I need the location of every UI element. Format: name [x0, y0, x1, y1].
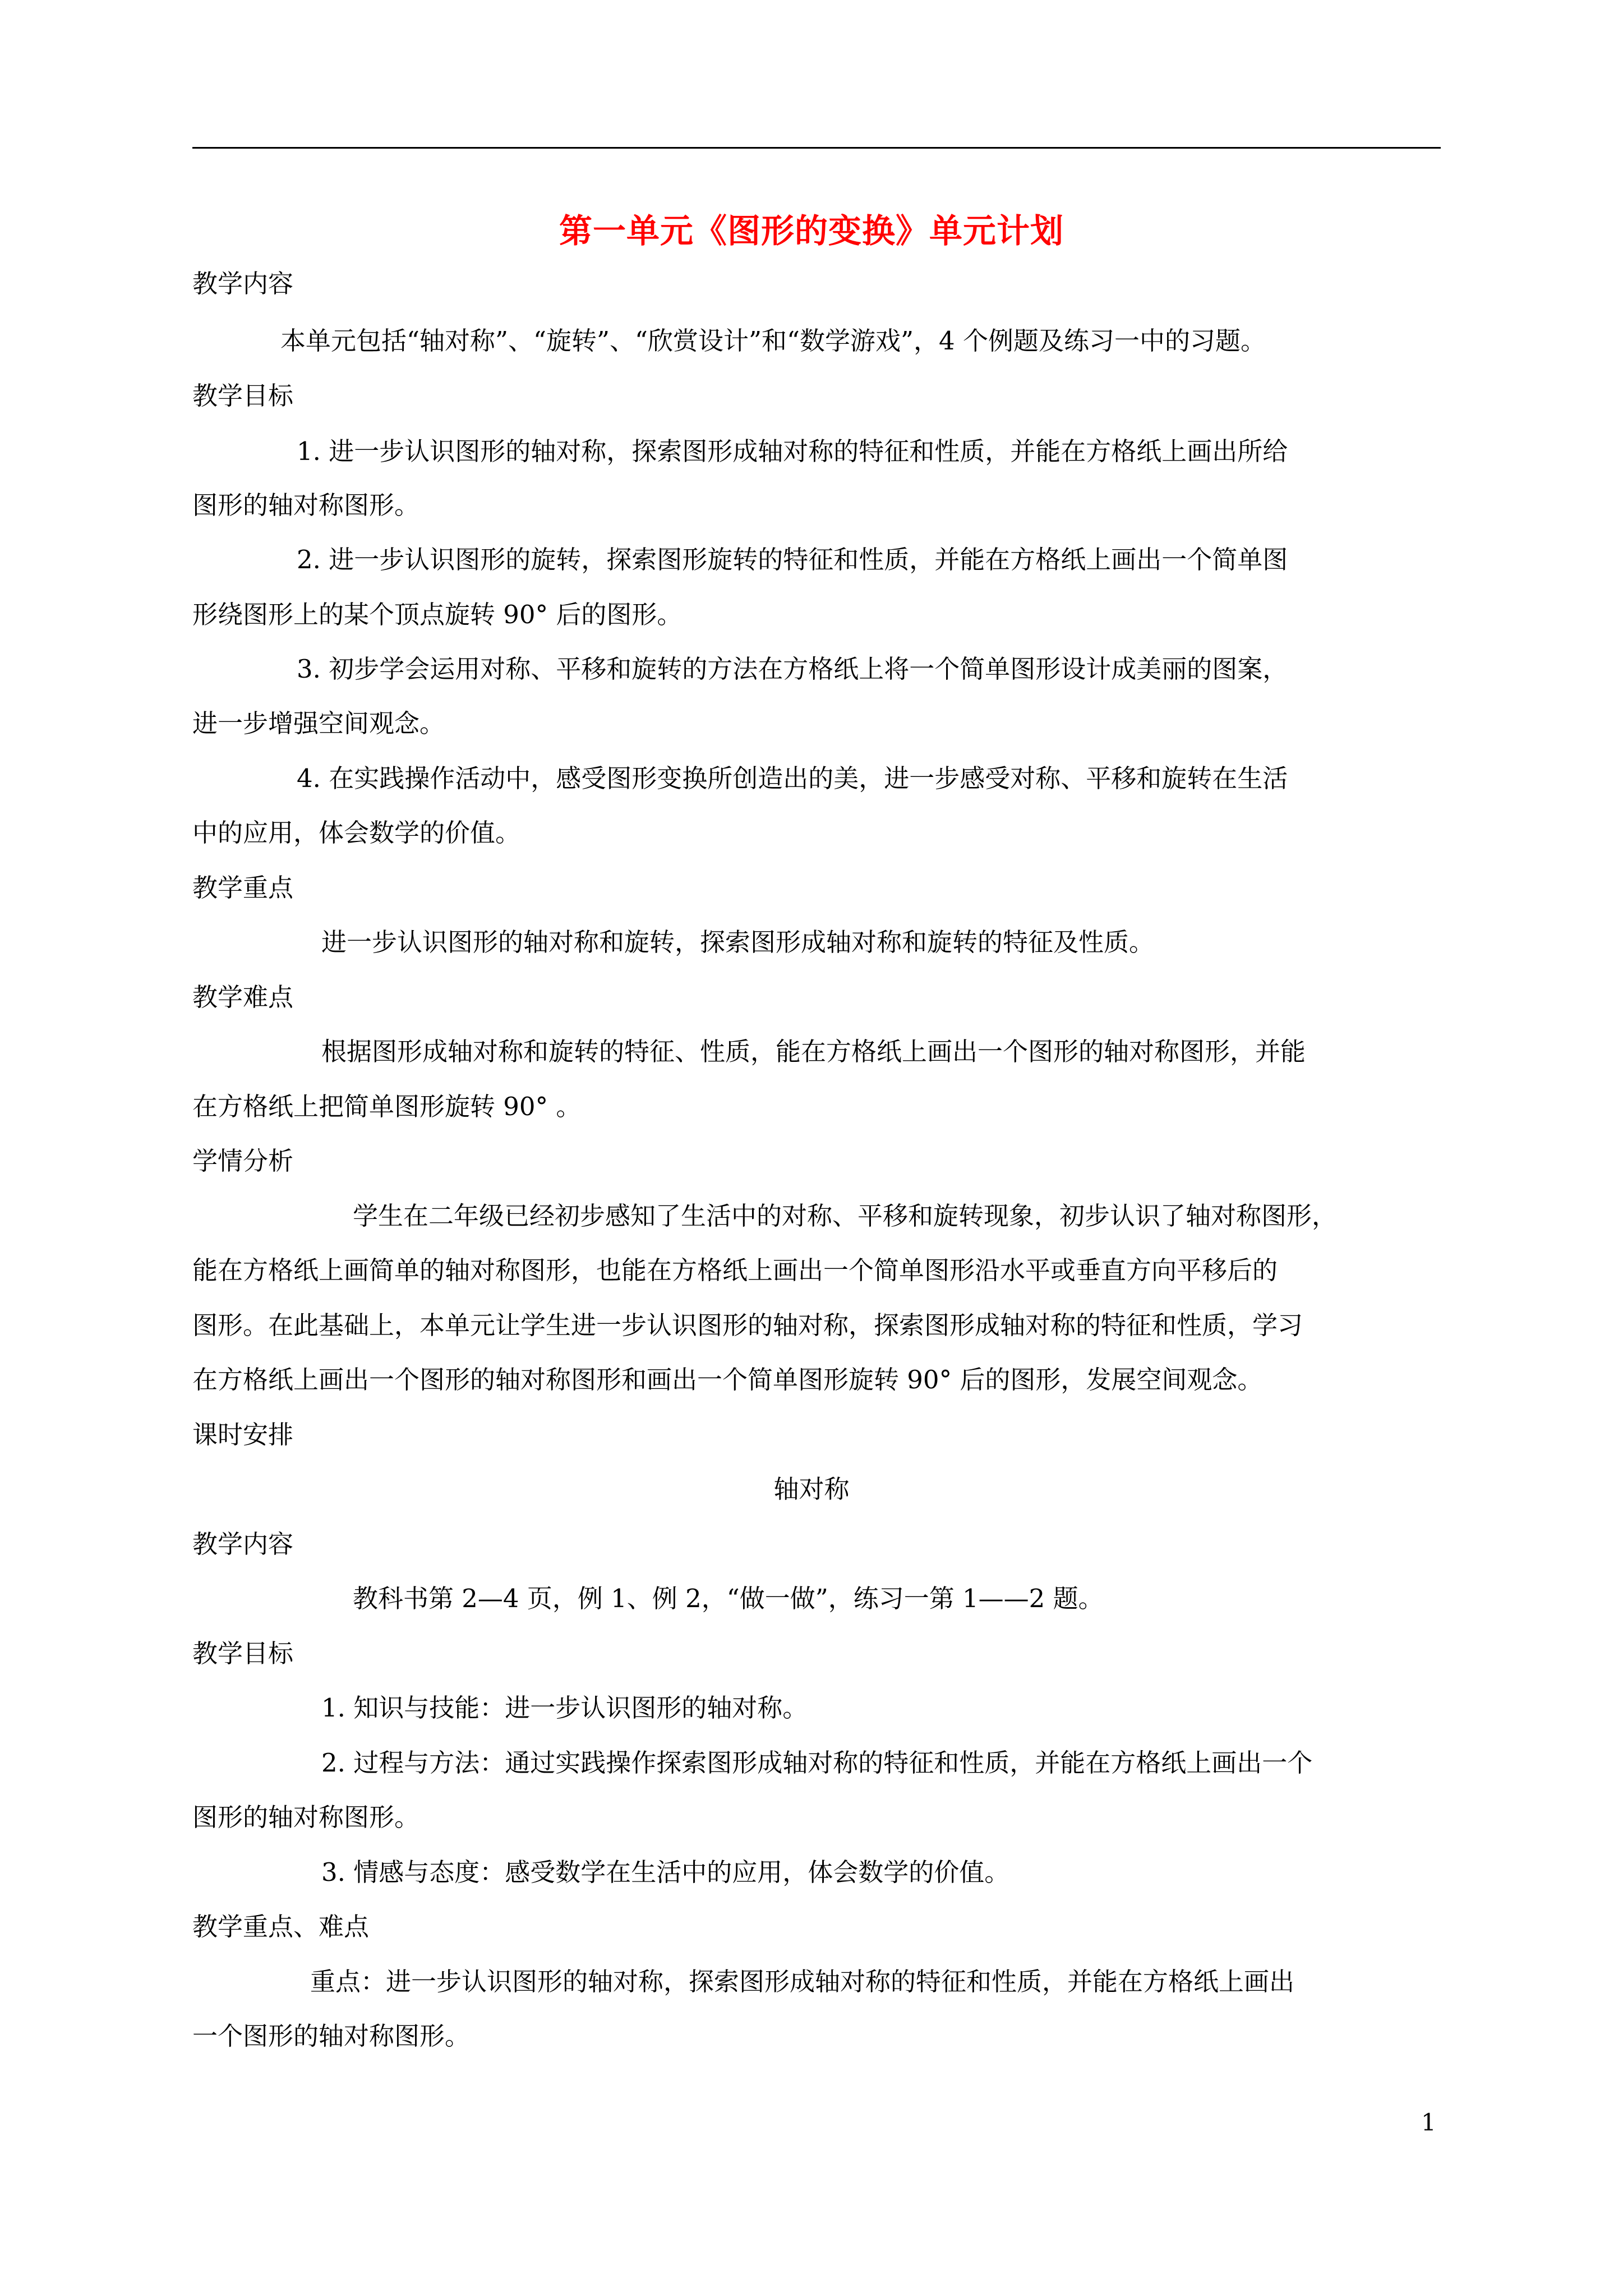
text-line: 教科书第 2—4 页，例 1、例 2，“做一做”，练习一第 1——2 题。: [353, 1584, 1104, 1613]
text-line: 能在方格纸上画简单的轴对称图形，也能在方格纸上画出一个简单图形沿水平或垂直方向平移后的: [192, 1255, 1278, 1285]
text-line: 图形。在此基础上，本单元让学生进一步认识图形的轴对称，探索图形成轴对称的特征和性质，学习: [192, 1310, 1303, 1340]
text-line: 教学难点: [192, 982, 294, 1012]
text-line: 轴对称: [773, 1474, 850, 1504]
text-line: 教学内容: [192, 1529, 294, 1559]
text-line: 图形的轴对称图形。: [192, 490, 420, 520]
text-line: 根据图形成轴对称和旋转的特征、性质，能在方格纸上画出一个图形的轴对称图形，并能: [321, 1037, 1306, 1066]
text-line: 3. 情感与态度：感受数学在生活中的应用，体会数学的价值。: [321, 1857, 1010, 1887]
text-line: 教学内容: [192, 269, 294, 298]
text-line: 在方格纸上画出一个图形的轴对称图形和画出一个简单图形旋转 90° 后的图形，发展空间观念。: [192, 1365, 1263, 1395]
text-line: 图形的轴对称图形。: [192, 1802, 420, 1832]
text-line: 1. 进一步认识图形的轴对称，探索图形成轴对称的特征和性质，并能在方格纸上画出所给: [297, 436, 1288, 466]
text-line: 进一步增强空间观念。: [192, 708, 445, 738]
text-line: 1. 知识与技能：进一步认识图形的轴对称。: [321, 1693, 808, 1723]
text-line: 3. 初步学会运用对称、平移和旋转的方法在方格纸上将一个简单图形设计成美丽的图案，: [297, 654, 1288, 684]
document-title: 第一单元《图形的变换》单元计划: [559, 211, 1064, 250]
text-line: 2. 进一步认识图形的旋转，探索图形旋转的特征和性质，并能在方格纸上画出一个简单图: [297, 545, 1288, 574]
text-line: 形绕图形上的某个顶点旋转 90° 后的图形。: [192, 600, 683, 629]
text-line: 重点：进一步认识图形的轴对称，探索图形成轴对称的特征和性质，并能在方格纸上画出: [310, 1967, 1295, 1996]
header-rule: [192, 147, 1441, 149]
text-line: 本单元包括“轴对称”、“旋转”、“欣赏设计”和“数学游戏”，4 个例题及练习一中的习题。: [280, 326, 1266, 356]
text-line: 教学重点: [192, 873, 294, 903]
text-line: 学生在二年级已经初步感知了生活中的对称、平移和旋转现象，初步认识了轴对称图形，: [353, 1201, 1338, 1231]
text-line: 2. 过程与方法：通过实践操作探索图形成轴对称的特征和性质，并能在方格纸上画出一个: [321, 1748, 1313, 1778]
text-line: 教学目标: [192, 1639, 294, 1668]
text-line: 教学重点、难点: [192, 1912, 370, 1941]
text-line: 教学目标: [192, 381, 294, 411]
text-line: 中的应用，体会数学的价值。: [192, 818, 521, 848]
text-line: 一个图形的轴对称图形。: [192, 2021, 471, 2051]
page-number: 1: [1421, 2109, 1436, 2136]
text-line: 在方格纸上把简单图形旋转 90° 。: [192, 1092, 582, 1121]
text-line: 进一步认识图形的轴对称和旋转，探索图形成轴对称和旋转的特征及性质。: [321, 927, 1155, 957]
text-line: 学情分析: [192, 1146, 294, 1176]
text-line: 课时安排: [192, 1420, 294, 1450]
text-line: 4. 在实践操作活动中，感受图形变换所创造出的美，进一步感受对称、平移和旋转在生活: [297, 763, 1288, 793]
